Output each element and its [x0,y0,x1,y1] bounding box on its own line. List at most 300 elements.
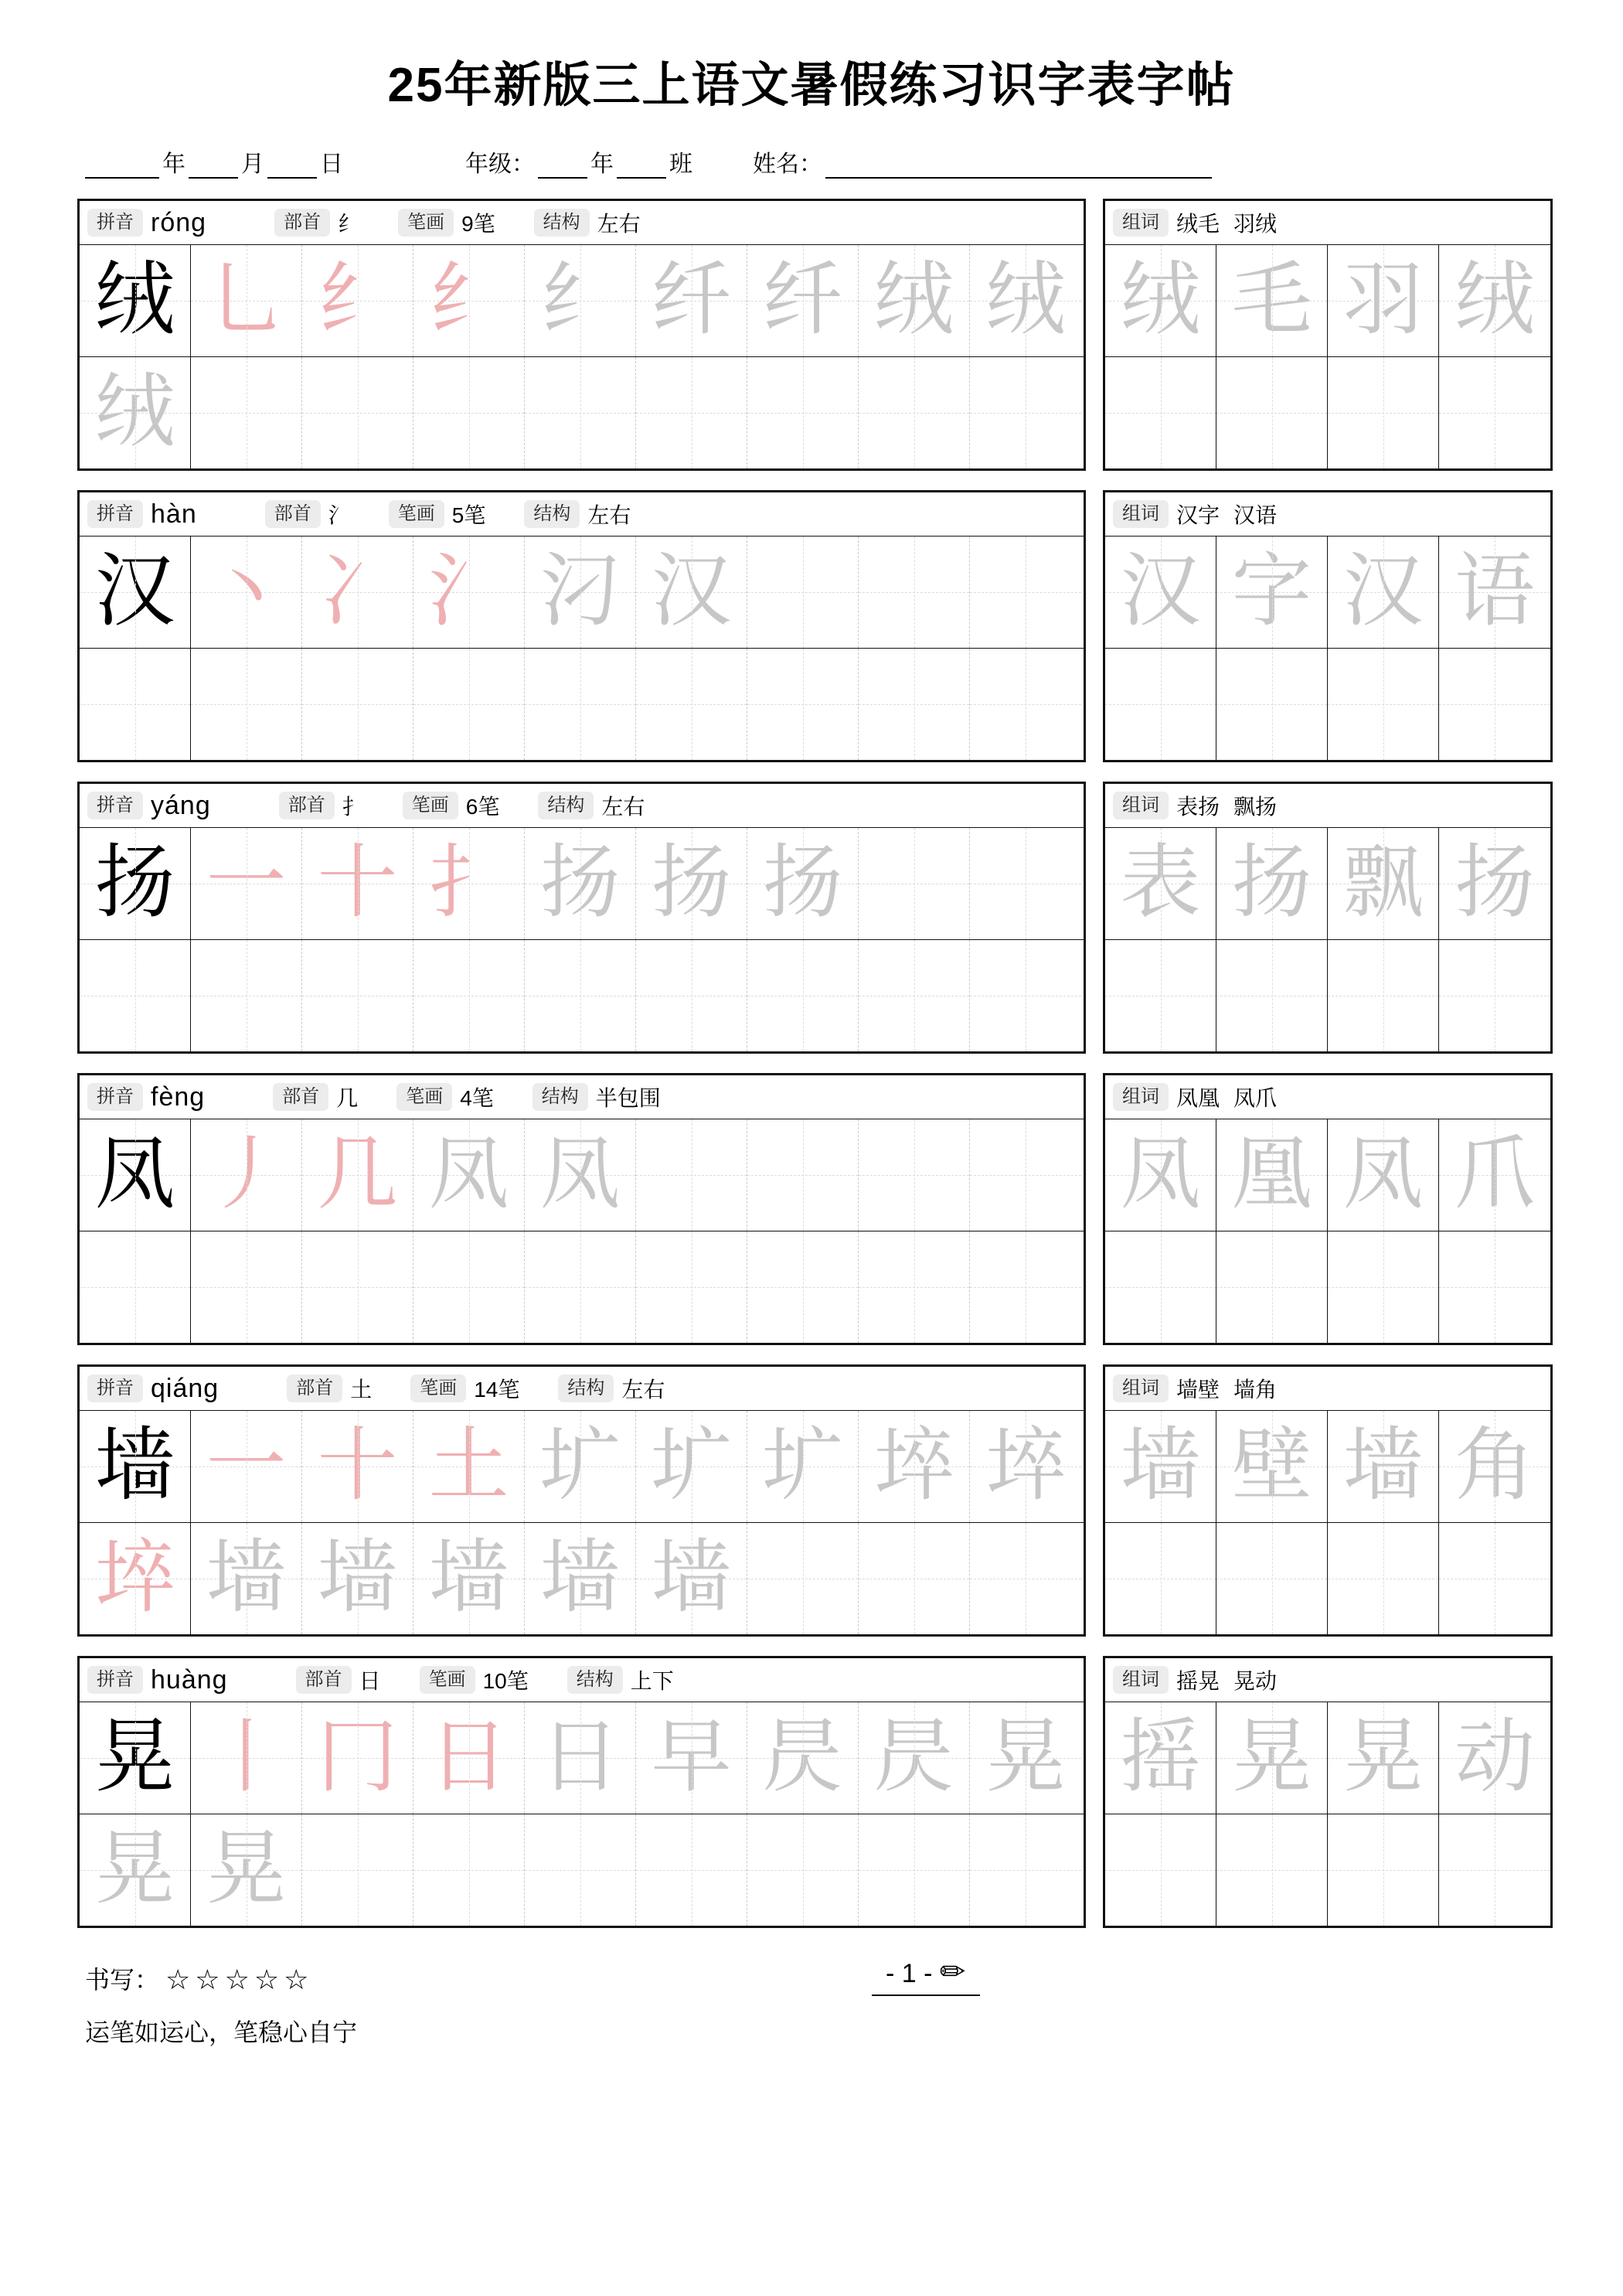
stroke-step-glyph: 纟 [317,256,398,345]
word-glyph: 壁 [1231,1422,1312,1511]
word-blank-cell[interactable] [1105,357,1216,468]
date-year-label: 年 [162,152,185,177]
words-tag: 组词 [1113,209,1169,237]
stroke-step-cell[interactable] [302,828,413,939]
strokes-value: 4笔 [460,1086,494,1110]
pinyin-tag: 拼音 [87,1375,143,1402]
practice-block [77,1073,1086,1345]
stroke-step-glyph: 几 [317,1130,398,1219]
words-grid [1105,537,1550,648]
word-glyph: 凰 [1231,1130,1312,1219]
date-day-blank[interactable] [267,154,317,179]
trace-cell[interactable] [80,357,191,468]
trace-cell[interactable] [636,1814,747,1926]
words-tag: 组词 [1113,1375,1169,1402]
trace-cell[interactable] [302,1814,413,1926]
word-cell[interactable] [1105,1702,1216,1814]
stroke-step-cell[interactable] [413,537,525,648]
date-year-blank[interactable] [85,154,159,179]
word-cell[interactable] [1105,245,1216,356]
radical-value: 氵 [328,503,350,527]
word-cell[interactable] [1439,1119,1550,1231]
word-cell[interactable] [1105,537,1216,648]
stroke-step-cell[interactable] [525,828,636,939]
stroke-step-cell[interactable] [859,537,970,648]
word-cell[interactable] [1439,537,1550,648]
stroke-step-cell[interactable] [859,245,970,356]
word-blank-cell[interactable] [1216,1814,1328,1926]
trace-cell[interactable] [970,357,1081,468]
stroke-step-cell[interactable] [636,245,747,356]
trace-cell[interactable] [191,357,302,468]
info-bar [80,784,1084,828]
word-blank-cell[interactable] [1328,1523,1439,1634]
trace-cell[interactable] [80,1814,191,1926]
trace-cell[interactable] [413,1231,525,1343]
stroke-step-glyph: 十 [317,839,398,928]
trace-glyph: 晃 [206,1825,287,1914]
trace-cell[interactable] [525,357,636,468]
trace-cell[interactable] [970,1523,1081,1634]
word-cell[interactable] [1439,245,1550,356]
words-block [1103,1073,1553,1345]
word-cell[interactable] [1328,245,1439,356]
stroke-step-glyph: 凤 [428,1130,509,1219]
trace-cell[interactable] [636,649,747,760]
trace-cell[interactable] [191,1814,302,1926]
word-cell[interactable] [1439,828,1550,939]
strokes-tag: 笔画 [389,500,444,528]
word-2: 羽绒 [1233,212,1278,236]
stroke-step-cell[interactable] [525,245,636,356]
word-cell[interactable] [1328,537,1439,648]
trace-cell[interactable] [525,1231,636,1343]
stroke-step-cell[interactable] [747,1702,859,1814]
model-char-cell[interactable] [80,1411,191,1522]
stroke-step-cell[interactable] [413,1702,525,1814]
trace-cell[interactable] [747,1523,859,1634]
strokes-value: 6笔 [465,795,500,819]
trace-glyph: 墙 [539,1534,621,1623]
trace-cell[interactable] [747,1231,859,1343]
rating-stars[interactable]: ☆☆☆☆☆ [165,1964,314,1995]
trace-cell[interactable] [970,1814,1081,1926]
word-blank-cell[interactable] [1105,940,1216,1051]
stroke-step-cell[interactable] [747,1119,859,1231]
stroke-step-cell[interactable] [636,1411,747,1522]
stroke-step-glyph: 十 [317,1422,398,1511]
words-bar [1105,201,1550,245]
trace-cell[interactable] [525,940,636,1051]
word-glyph: 表 [1120,839,1201,928]
stroke-step-cell[interactable] [525,1411,636,1522]
trace-cell[interactable] [191,1231,302,1343]
word-blank-cell[interactable] [1105,1814,1216,1926]
trace-cell[interactable] [413,940,525,1051]
word-cell[interactable] [1328,1702,1439,1814]
word-blank-cell[interactable] [1328,1814,1439,1926]
word-blank-cell[interactable] [1105,649,1216,760]
info-bar [80,492,1084,537]
trace-cell[interactable] [859,1523,970,1634]
radical-value: 日 [359,1669,381,1693]
words-blank-grid [1105,939,1550,1051]
stroke-step-glyph: 扬 [539,839,621,928]
structure-value: 半包围 [595,1086,661,1110]
trace-cell[interactable] [970,649,1081,760]
entry-row [77,1364,1546,1637]
trace-glyph: 晃 [94,1825,175,1914]
trace-cell[interactable] [859,940,970,1051]
trace-cell[interactable] [525,1814,636,1926]
trace-glyph: 墙 [428,1534,509,1623]
word-cell[interactable] [1216,537,1328,648]
model-char-cell[interactable] [80,1702,191,1814]
radical-value: 扌 [342,795,364,819]
words-grid [1105,1119,1550,1231]
structure-value: 左右 [601,795,645,819]
trace-cell[interactable] [302,357,413,468]
words-blank-grid [1105,648,1550,760]
trace-glyph: 墙 [317,1534,398,1623]
trace-cell[interactable] [413,649,525,760]
stroke-step-glyph: 圹 [539,1422,621,1511]
entry-row [77,490,1546,762]
word-blank-cell[interactable] [1105,1523,1216,1634]
word-cell[interactable] [1328,1411,1439,1522]
word-2: 凤爪 [1233,1086,1278,1110]
word-cell[interactable] [1105,828,1216,939]
stroke-step-glyph: 昃 [762,1713,843,1802]
stroke-step-cell[interactable] [636,1119,747,1231]
trace-cell[interactable] [859,1814,970,1926]
pinyin-tag: 拼音 [87,1083,143,1111]
stroke-step-cell[interactable] [636,1702,747,1814]
stroke-step-cell[interactable] [413,245,525,356]
trace-cell[interactable] [525,1523,636,1634]
word-2: 汉语 [1233,503,1278,527]
strokes-tag: 笔画 [396,1083,452,1111]
word-cell[interactable] [1328,1119,1439,1231]
words-tag: 组词 [1113,1083,1169,1111]
stroke-step-cell[interactable] [413,1411,525,1522]
trace-cell[interactable] [636,1523,747,1634]
stroke-step-cell[interactable] [413,828,525,939]
word-blank-cell[interactable] [1439,940,1550,1051]
trace-cell[interactable] [191,649,302,760]
words-tag: 组词 [1113,1666,1169,1694]
stroke-step-glyph: 扬 [762,839,843,928]
stroke-step-glyph: 扌 [428,839,509,928]
word-glyph: 墙 [1120,1422,1201,1511]
radical-tag: 部首 [287,1375,342,1402]
pinyin-value: róng [151,207,207,237]
stroke-step-cell[interactable] [525,1119,636,1231]
trace-cell[interactable] [302,649,413,760]
pinyin-tag: 拼音 [87,209,143,237]
write-label: 书写： [85,1966,160,1994]
stroke-step-cell[interactable] [191,828,302,939]
stroke-step-cell[interactable] [747,1411,859,1522]
pinyin-value: huàng [151,1664,228,1695]
word-blank-cell[interactable] [1439,1523,1550,1634]
stroke-step-glyph: 早 [651,1713,732,1802]
stroke-step-cell[interactable] [525,537,636,648]
practice-block [77,490,1086,762]
radical-value: 土 [350,1378,373,1402]
word-glyph: 羽 [1342,256,1424,345]
structure-value: 左右 [587,503,631,527]
stroke-step-cell[interactable] [302,245,413,356]
stroke-step-glyph: 汉 [651,547,732,636]
practice-block [77,782,1086,1054]
trace-cell[interactable] [191,940,302,1051]
trace-cell[interactable] [636,1231,747,1343]
pinyin-value: yáng [151,790,211,820]
word-blank-cell[interactable] [1216,357,1328,468]
word-glyph: 摇 [1120,1713,1201,1802]
word-glyph: 墙 [1342,1422,1424,1511]
word-blank-cell[interactable] [1328,1231,1439,1343]
stroke-step-cell[interactable] [970,537,1081,648]
stroke-step-cell[interactable] [859,1411,970,1522]
trace-cell[interactable] [80,1231,191,1343]
word-1: 墙壁 [1176,1378,1220,1402]
words-bar [1105,1075,1550,1119]
words-bar [1105,492,1550,537]
word-cell[interactable] [1216,245,1328,356]
info-bar [80,201,1084,245]
model-char: 汉 [94,547,175,636]
stroke-step-cell[interactable] [302,1702,413,1814]
word-2: 飘扬 [1233,795,1278,819]
model-char: 凤 [94,1130,175,1219]
stroke-step-cell[interactable] [970,245,1081,356]
grade-blank[interactable] [538,154,587,179]
trace-line [80,939,1084,1051]
info-bar [80,1367,1084,1411]
grade-unit-label: 年 [590,152,614,177]
stroke-step-cell[interactable] [302,1119,413,1231]
stroke-step-glyph: 氵 [428,547,509,636]
strokes-tag: 笔画 [398,209,454,237]
word-blank-cell[interactable] [1328,357,1439,468]
word-blank-cell[interactable] [1439,649,1550,760]
stroke-step-cell[interactable] [636,537,747,648]
stroke-step-cell[interactable] [191,1411,302,1522]
word-glyph: 汉 [1342,547,1424,636]
name-blank[interactable] [825,154,1212,179]
words-block [1103,490,1553,762]
word-cell[interactable] [1216,828,1328,939]
model-char-cell[interactable] [80,828,191,939]
stroke-step-glyph: 昃 [873,1713,954,1802]
structure-tag: 结构 [524,500,580,528]
trace-cell[interactable] [413,1523,525,1634]
strokes-value: 10笔 [482,1669,529,1693]
stroke-step-cell[interactable] [413,1119,525,1231]
trace-glyph: 墙 [206,1534,287,1623]
info-bar [80,1075,1084,1119]
word-cell[interactable] [1216,1119,1328,1231]
stroke-step-cell[interactable] [859,828,970,939]
stroke-step-glyph: 绒 [985,256,1066,345]
trace-cell[interactable] [859,357,970,468]
trace-cell[interactable] [747,357,859,468]
word-cell[interactable] [1216,1702,1328,1814]
stroke-order-line [80,537,1084,648]
word-1: 汉字 [1176,503,1220,527]
pinyin-tag: 拼音 [87,500,143,528]
entry-row [77,1656,1546,1928]
words-block [1103,782,1553,1054]
page-number: - 1 - [885,1959,933,1988]
words-blank-grid [1105,1814,1550,1926]
word-1: 凤凰 [1176,1086,1220,1110]
word-glyph: 扬 [1454,839,1535,928]
model-char-cell[interactable] [80,1119,191,1231]
trace-cell[interactable] [636,357,747,468]
trace-cell[interactable] [747,940,859,1051]
trace-cell[interactable] [859,649,970,760]
date-day-label: 日 [320,152,343,177]
words-tag: 组词 [1113,792,1169,819]
model-char-cell[interactable] [80,537,191,648]
stroke-step-cell[interactable] [859,1702,970,1814]
pinyin-tag: 拼音 [87,792,143,819]
words-grid [1105,1702,1550,1814]
word-blank-cell[interactable] [1328,649,1439,760]
entry-row [77,782,1546,1054]
word-2: 墙角 [1233,1378,1278,1402]
word-glyph: 凤 [1120,1130,1201,1219]
word-blank-cell[interactable] [1105,1231,1216,1343]
stroke-step-cell[interactable] [970,1119,1081,1231]
trace-glyph: 墙 [651,1534,732,1623]
stroke-step-cell[interactable] [747,828,859,939]
trace-cell[interactable] [302,940,413,1051]
word-blank-cell[interactable] [1216,1231,1328,1343]
practice-block [77,199,1086,471]
word-blank-cell[interactable] [1439,1231,1550,1343]
word-cell[interactable] [1216,1411,1328,1522]
trace-cell[interactable] [413,357,525,468]
trace-cell[interactable] [80,649,191,760]
trace-line [80,1814,1084,1926]
class-blank[interactable] [617,154,666,179]
words-bar [1105,1658,1550,1702]
radical-tag: 部首 [273,1083,328,1111]
word-glyph: 扬 [1231,839,1312,928]
stroke-step-cell[interactable] [191,1702,302,1814]
word-cell[interactable] [1105,1411,1216,1522]
stroke-step-glyph: 冫 [317,547,398,636]
word-cell[interactable] [1439,1411,1550,1522]
structure-tag: 结构 [534,209,590,237]
strokes-tag: 笔画 [410,1375,466,1402]
model-char: 扬 [94,839,175,928]
date-month-blank[interactable] [189,154,238,179]
stroke-step-cell[interactable] [970,1411,1081,1522]
words-grid [1105,828,1550,939]
radical-value: 纟 [338,212,360,236]
words-block [1103,1656,1553,1928]
stroke-step-cell[interactable] [302,537,413,648]
pinyin-tag: 拼音 [87,1666,143,1694]
stroke-step-cell[interactable] [302,1411,413,1522]
trace-cell[interactable] [302,1231,413,1343]
model-char-cell[interactable] [80,245,191,356]
stroke-step-cell[interactable] [636,828,747,939]
stroke-step-cell[interactable] [191,245,302,356]
trace-cell[interactable] [636,940,747,1051]
trace-cell[interactable] [80,1523,191,1634]
trace-cell[interactable] [747,649,859,760]
word-blank-cell[interactable] [1439,1814,1550,1926]
trace-cell[interactable] [859,1231,970,1343]
word-glyph: 汉 [1120,547,1201,636]
trace-cell[interactable] [747,1814,859,1926]
word-cell[interactable] [1328,828,1439,939]
stroke-step-glyph: 绒 [873,256,954,345]
stroke-step-cell[interactable] [970,1702,1081,1814]
trace-cell[interactable] [302,1523,413,1634]
radical-tag: 部首 [265,500,321,528]
word-blank-cell[interactable] [1439,357,1550,468]
stroke-step-cell[interactable] [747,245,859,356]
trace-cell[interactable] [413,1814,525,1926]
pencil-icon: ✏ [939,1955,966,1989]
page-title: 25年新版三上语文暑假练习识字表字帖 [387,59,1236,112]
stroke-step-cell[interactable] [191,1119,302,1231]
word-cell[interactable] [1105,1119,1216,1231]
strokes-tag: 笔画 [403,792,458,819]
stroke-step-glyph: 一 [206,839,287,928]
stroke-step-glyph: 土 [428,1422,509,1511]
pinyin-value: fèng [151,1082,206,1112]
trace-cell[interactable] [191,1523,302,1634]
stroke-step-glyph: 丶 [206,547,287,636]
trace-cell[interactable] [80,940,191,1051]
date-field [85,145,346,179]
word-blank-cell[interactable] [1216,940,1328,1051]
stroke-step-cell[interactable] [191,537,302,648]
word-blank-cell[interactable] [1216,649,1328,760]
structure-value: 上下 [630,1669,674,1693]
stroke-step-cell[interactable] [859,1119,970,1231]
stroke-step-cell[interactable] [525,1702,636,1814]
stroke-step-glyph: 纟 [428,256,509,345]
name-label: 姓名： [753,152,822,177]
word-blank-cell[interactable] [1216,1523,1328,1634]
trace-cell[interactable] [970,1231,1081,1343]
model-char: 墙 [94,1422,175,1511]
page-number-area [313,1954,1538,1996]
stroke-order-line [80,1119,1084,1231]
trace-cell[interactable] [525,649,636,760]
stroke-order-line [80,245,1084,356]
stroke-step-cell[interactable] [970,828,1081,939]
words-blank-grid [1105,1231,1550,1343]
stroke-step-glyph: 凤 [539,1130,621,1219]
stroke-step-glyph: 日 [539,1713,621,1802]
word-blank-cell[interactable] [1328,940,1439,1051]
trace-cell[interactable] [970,940,1081,1051]
structure-value: 左右 [621,1378,665,1402]
stroke-step-cell[interactable] [747,537,859,648]
stroke-step-glyph: 埣 [873,1422,954,1511]
word-cell[interactable] [1439,1702,1550,1814]
